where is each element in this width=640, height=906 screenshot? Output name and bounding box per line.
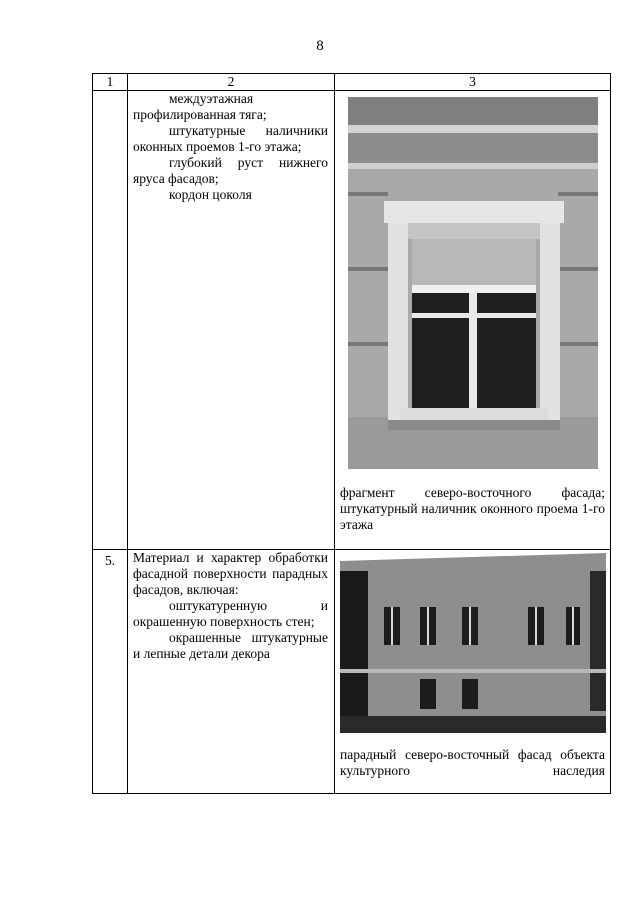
window-facade-photo bbox=[348, 97, 598, 469]
header-col-2: 2 bbox=[128, 74, 335, 91]
row-photo-cell bbox=[335, 91, 611, 550]
photo-caption: фрагмент северо-восточного фасада; штукатурный наличник оконного проема 1-го этажа bbox=[340, 485, 605, 532]
description-line: кордон цоколя bbox=[169, 187, 252, 202]
row-description bbox=[128, 550, 335, 794]
description-line: штукатурные наличники оконных проемов 1-го этажа; bbox=[133, 123, 328, 154]
table-row bbox=[93, 550, 611, 794]
row-number bbox=[93, 91, 128, 550]
header-col-3: 3 bbox=[335, 74, 611, 91]
description-line: глубокий руст нижнего яруса фасадов; bbox=[133, 155, 328, 186]
row-description bbox=[128, 91, 335, 550]
description-line: оштукатуренную и окрашенную поверхность стен; bbox=[133, 598, 328, 629]
description-line: Материал и характер обработки фасадной поверхности парадных фасадов, включая: bbox=[133, 550, 328, 597]
photo-caption: парадный северо-восточный фасад объекта культурного наследия bbox=[340, 747, 605, 778]
table-header-row bbox=[93, 74, 611, 91]
table-row bbox=[93, 91, 611, 550]
row-number: 5. bbox=[93, 550, 128, 794]
page-number: 8 bbox=[316, 38, 324, 54]
row-photo-cell bbox=[335, 550, 611, 794]
description-line: междуэтажная профилированная тяга; bbox=[133, 91, 267, 122]
header-col-1: 1 bbox=[93, 74, 128, 91]
facade-photo bbox=[340, 551, 606, 733]
description-line: окрашенные штукатурные и лепные детали декора bbox=[133, 630, 328, 661]
heritage-table bbox=[92, 73, 611, 794]
